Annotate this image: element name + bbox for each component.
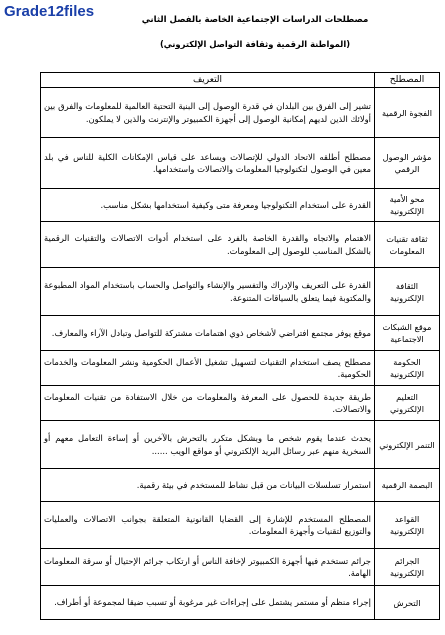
definition-cell: جرائم تستخدم فيها أجهزة الكمبيوتر لإخافة الناس أو ارتكاب جرائم الإحتيال أو سرقة المعلومات الهامة.: [41, 549, 375, 586]
terms-table: [40, 72, 440, 620]
term-cell: موقع الشبكات الاجتماعية: [375, 316, 440, 351]
definition-cell: موقع يوفر مجتمع افتراضي لأشخاص ذوي اهتمامات مشتركة للتواصل وتبادل الآراء والمعارف.: [41, 316, 375, 351]
term-cell: ثقافة تقنيات المعلومات: [375, 222, 440, 268]
term-cell: الجرائم الإلكترونية: [375, 549, 440, 586]
term-cell: الحكومة الإلكترونية: [375, 351, 440, 386]
table-row: [41, 469, 440, 502]
table-row: [41, 88, 440, 138]
table-row: [41, 421, 440, 469]
term-cell: محو الأمية الإلكترونية: [375, 189, 440, 222]
term-cell: مؤشر الوصول الرقمي: [375, 138, 440, 189]
table-row: [41, 386, 440, 421]
column-header-term: المصطلح: [375, 73, 440, 88]
term-cell: البصمة الرقمية: [375, 469, 440, 502]
definition-cell: تشير إلى الفرق بين البلدان في قدرة الوصول إلى البنية التحتية العالمية للمعلومات والفرق بين أولائك الذين لديهم إمكانية الوصول إلى أجهزة الكمبيوتر والإنترنت والذين لا يملكون.: [41, 88, 375, 138]
table-row: [41, 316, 440, 351]
site-logo: Grade12files: [4, 3, 95, 20]
table-header-row: [41, 73, 440, 88]
table-row: [41, 586, 440, 620]
term-cell: القواعد الإلكترونية: [375, 502, 440, 549]
definition-cell: إجراء منظم أو مستمر يشتمل على إجراءات غير مرغوبة أو تسبب ضيقا لمجموعة أو أطراف.: [41, 586, 375, 620]
term-cell: التنمر الإلكتروني: [375, 421, 440, 469]
definition-cell: استمرار تسلسلات البيانات من قبل نشاط للمستخدم في بيئة رقمية.: [41, 469, 375, 502]
table-row: [41, 351, 440, 386]
definition-cell: المصطلح المستخدم للإشارة إلى القضايا القانونية المتعلقة بجوانب الاتصالات والعمليات والتوزيع لتقنيات وأجهزة المعلومات.: [41, 502, 375, 549]
term-cell: التحرش: [375, 586, 440, 620]
table-row: [41, 549, 440, 586]
definition-cell: القدرة على التعريف والإدراك والتفسير والإنشاء والتواصل والحساب باستخدام المواد المطبوعة والمكتوبة فيما يتعلق بالسياقات المتنوعة.: [41, 268, 375, 316]
page-title: مصطلحات الدراسات الإجتماعية الخاصة بالفصل الثاني: [141, 15, 369, 25]
table-row: [41, 222, 440, 268]
table-row: [41, 268, 440, 316]
column-header-definition: التعريف: [41, 73, 375, 88]
term-cell: التعليم الإلكتروني: [375, 386, 440, 421]
term-cell: الثقافة الإلكترونية: [375, 268, 440, 316]
definition-cell: مصطلح أطلقه الاتحاد الدولي للإتصالات ويساعد على قياس الإمكانات الكلية للناس في بلد معين في الوصول لتكنولوجيا المعلومات والاتصالات واستخدامها.: [41, 138, 375, 189]
definition-cell: الاهتمام والاتجاه والقدرة الخاصة بالفرد على استخدام أدوات الاتصالات والتقنيات الرقمية بالشكل المناسب للوصول إلى المعلومات.: [41, 222, 375, 268]
definition-cell: مصطلح يصف استخدام التقنيات لتسهيل تشغيل الأعمال الحكومية ونشر المعلومات والخدمات الحكومية.: [41, 351, 375, 386]
definition-cell: يحدث عندما يقوم شخص ما وبشكل متكرر بالتحرش بالآخرين أو إساءة التعامل معهم أو السخرية منهم عبر رسائل البريد الإلكتروني أو مواقع الويب ......: [41, 421, 375, 469]
page-subtitle: (المواطنة الرقمية وثقافة التواصل الإلكتروني): [159, 39, 351, 49]
term-cell: الفجوة الرقمية: [375, 88, 440, 138]
table-row: [41, 502, 440, 549]
definition-cell: طريقة جديدة للحصول على المعرفة والمعلومات من خلال الاستفادة من تقنيات المعلومات والاتصالات.: [41, 386, 375, 421]
table-row: [41, 189, 440, 222]
table-row: [41, 138, 440, 189]
definition-cell: القدرة على استخدام التكنولوجيا ومعرفة متى وكيفية استخدامها بشكل مناسب.: [41, 189, 375, 222]
